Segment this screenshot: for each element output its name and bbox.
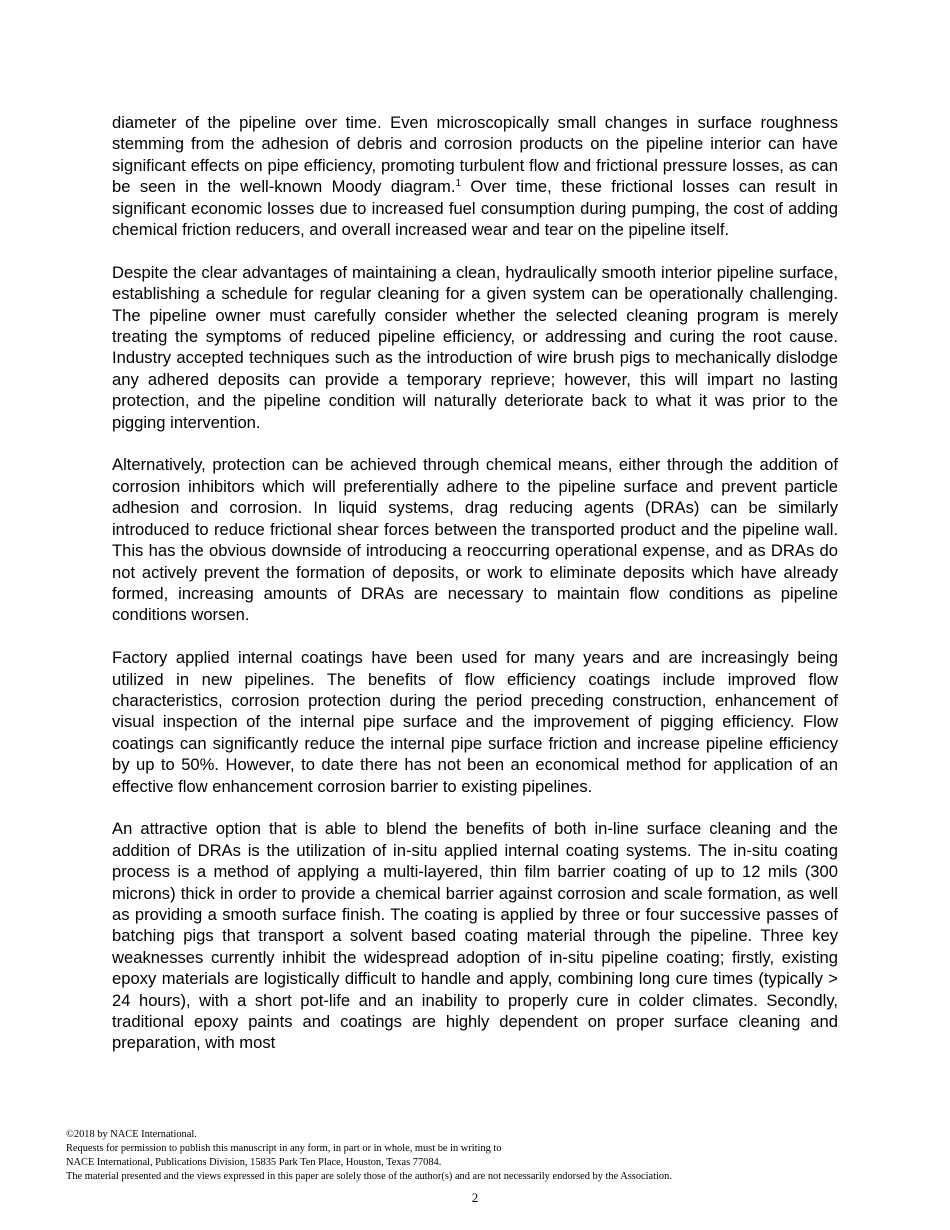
paragraph-factory-coatings: Factory applied internal coatings have been used for many years and are increasingly being utilized in new pipelines. The benefits of flow efficiency coatings include improved flow characteristics, corrosion protection during the period preceding construction, enhancement of visual inspection of the internal pipe surface and the improvement of pigging efficiency. Flow coatings can significantly reduce the internal pipe surface friction and increase pipeline efficiency by up to 50%. However, to date there has not been an economical method for application of an effective flow enhancement corrosion barrier to existing pipelines. [112,648,838,796]
paragraph-cleaning-schedule: Despite the clear advantages of maintaining a clean, hydraulically smooth interior pipeline surface, establishing a schedule for regular cleaning for a given system can be operationally challenging. The pipeline owner must carefully consider whether the selected cleaning program is merely treating the symptoms of reduced pipeline efficiency, or addressing and curing the root cause. Industry accepted techniques such as the introduction of wire brush pigs to mechanically dislodge any adhered deposits can provide a temporary reprieve; however, this will impart no lasting protection, and the pipeline condition will naturally deteriorate back to what it was prior to the pigging intervention. [112,262,838,432]
footer-permission: Requests for permission to publish this manuscript in any form, in part or in whole, must be in writing to [66,1143,502,1154]
paragraph-text: Over time, these frictional losses can result in significant economic losses due to increased fuel consumption during pumping, the cost of adding chemical friction reducers, and overall increased wear and tear on the pipeline itself. [112,177,838,240]
page-body [112,112,838,1075]
page-number: 2 [471,1190,479,1205]
footer-address: NACE International, Publications Division, 15835 Park Ten Place, Houston, Texas 77084. [66,1157,442,1168]
paragraph-moody-diagram [112,112,838,240]
copyright-footer [66,1128,886,1184]
footer-copyright: ©2018 by NACE International. [66,1129,197,1140]
paragraph-text: diameter of the pipeline over time. Even microscopically small changes in surface roughness stemming from the adhesion of debris and corrosion products on the pipeline interior can have significant effects on pipe efficiency, promoting turbulent flow and frictional pressure losses, as can be seen in the well-known Moody diagram. [112,113,838,197]
paragraph-in-situ-coating: An attractive option that is able to blend the benefits of both in-line surface cleaning and the addition of DRAs is the utilization of in-situ applied internal coating systems. The in-situ coating process is a method of applying a multi-layered, thin film barrier coating of up to 12 mils (300 microns) thick in order to provide a chemical barrier against corrosion and scale formation, as well as providing a smooth surface finish. The coating is applied by three or four successive passes of batching pigs that transport a solvent based coating material through the pipeline. Three key weaknesses currently inhibit the widespread adoption of in-situ pipeline coating; firstly, existing epoxy materials are logistically difficult to handle and apply, combining long cure times (typically > 24 hours), with a short pot-life and an inability to properly cure in colder climates. Secondly, traditional epoxy paints and coatings are highly dependent on proper surface cleaning and preparation, with most [112,819,838,1053]
paragraph-chemical-protection: Alternatively, protection can be achieved through chemical means, either through the addition of corrosion inhibitors which will preferentially adhere to the pipeline surface and prevent particle adhesion and corrosion. In liquid systems, drag reducing agents (DRAs) can be similarly introduced to reduce frictional shear forces between the transported product and the pipeline wall. This has the obvious downside of introducing a reoccurring operational expense, and as DRAs do not actively prevent the formation of deposits, or work to eliminate deposits which have already formed, increasing amounts of DRAs are necessary to maintain flow conditions as pipeline conditions worsen. [112,455,838,625]
footer-disclaimer: The material presented and the views expressed in this paper are solely those of the author(s) and are not necessarily endorsed by the Association. [66,1171,672,1182]
reference-marker: 1 [455,178,461,190]
